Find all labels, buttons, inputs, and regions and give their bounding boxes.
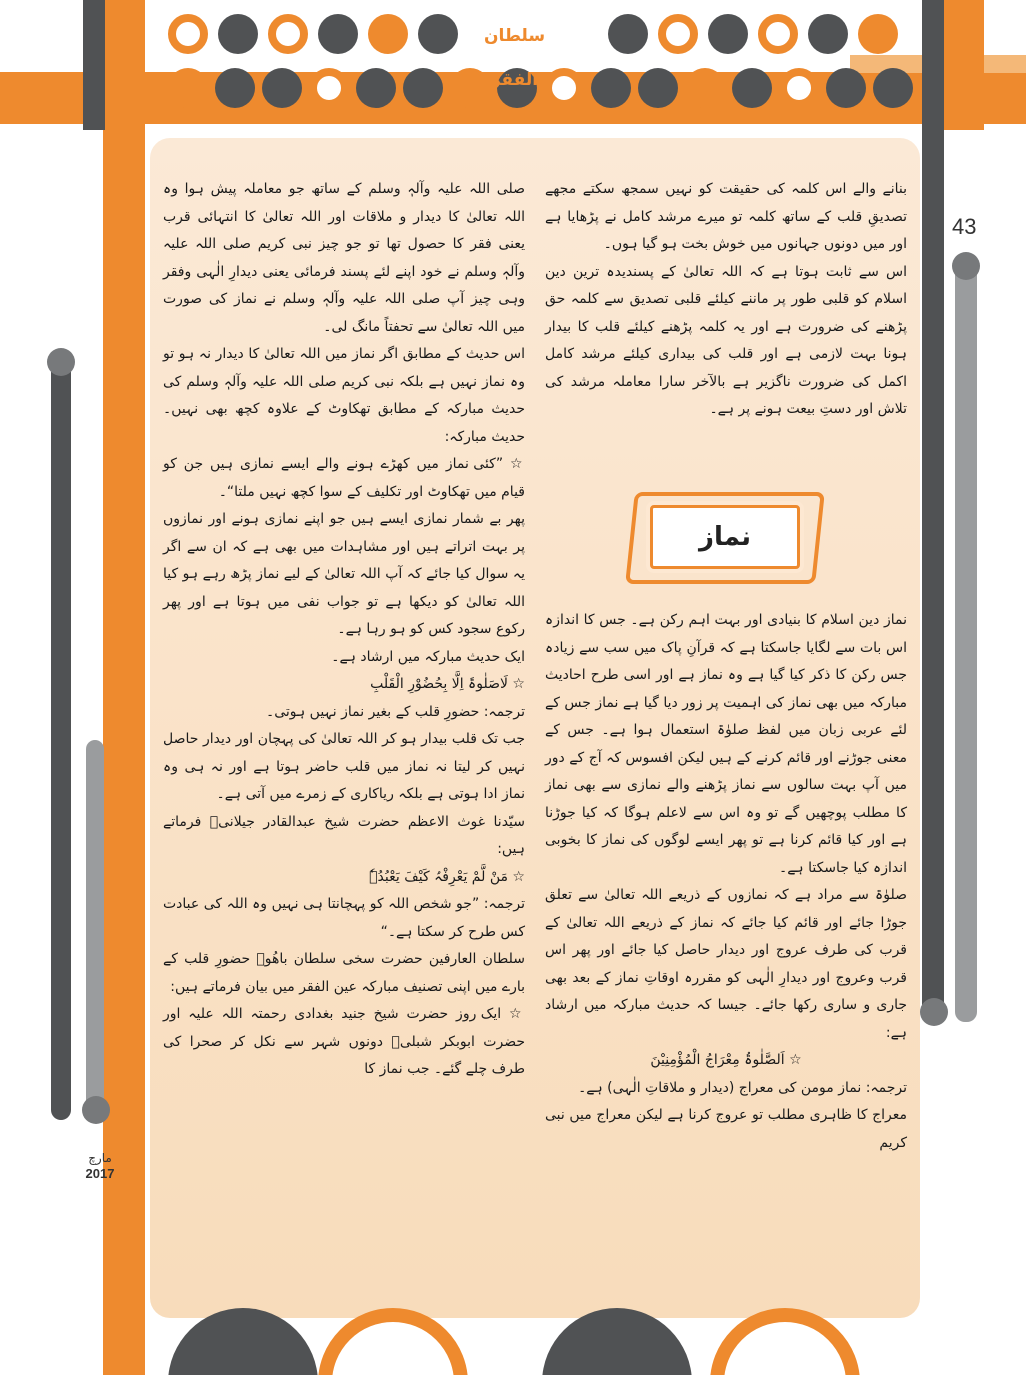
- left-rail-bottom-knob: [82, 1096, 110, 1124]
- section-title: نماز: [699, 522, 751, 552]
- right-column-bottom: [545, 607, 907, 1157]
- paragraph: ترجمہ: حضورِ قلب کے بغیر نماز نہیں ہوتی۔: [266, 703, 525, 720]
- paragraph: سیّدنا غوث الاعظم حضرت شیخ عبدالقادر جیلانیؓ فرماتے ہیں:: [163, 813, 525, 857]
- issue-year: 2017: [85, 1166, 115, 1181]
- right-rail-top-knob: [952, 252, 980, 280]
- hadith-quote: ☆ ”کئی نماز میں کھڑے ہونے والے ایسے نمازی ہیں جن کو قیام میں تھکاوٹ اور تکلیف کے سوا کچھ نہیں ملتا“۔: [163, 451, 525, 506]
- left-rail-top-knob: [47, 348, 75, 376]
- right-column-top: [545, 176, 907, 424]
- paragraph: سلطان العارفین حضرت سخی سلطان باھُوؒ حضورِ قلب کے بارے میں اپنی تصنیف مبارکہ عین الفقر میں بیان فرماتے ہیں:: [163, 951, 525, 995]
- left-rail-inner: [86, 740, 104, 1110]
- paragraph: صلی اللہ علیہ وآلہٖ وسلم کے ساتھ جو معاملہ پیش ہوا وہ اللہ تعالیٰ کا دیدار و ملاقات اور اللہ تعالیٰ کا انتہائی قرب یعنی فقر کا حصول تھا تو جو چیز نبی کریم صلی اللہ علیہ وآلہٖ وسلم نے خود اپنے لئے پسند فرمائی یعنی دیدارِ الٰہی وفقر وہی چیز آپ صلی اللہ علیہ وآلہٖ وسلم نے نماز کی صورت میں اللہ تعالیٰ سے تحفتاً مانگ لی۔: [163, 181, 525, 335]
- paragraph: معراج کا ظاہری مطلب تو عروج کرنا ہے لیکن معراج میں نبی کریم: [545, 1107, 907, 1151]
- paragraph: صلوٰۃ سے مراد ہے کہ نمازوں کے ذریعے اللہ تعالیٰ سے تعلق جوڑا جائے اور قائم کیا جائے کہ نماز کے ذریعے اللہ تعالیٰ کے قرب کی طرف عروج اور دیدار حاصل کیا جائے اور پھر اس قرب وعروج اور دیدارِ الٰہی کو مقررہ اوقاتِ نماز کے بعد بھی جاری و ساری رکھا جائے۔ جیسا کہ حدیث مبارکہ میں ارشاد ہے:: [545, 887, 907, 1041]
- paragraph: ایک حدیث مبارکہ میں ارشاد ہے۔: [331, 648, 525, 665]
- page-number: 43: [952, 214, 977, 239]
- paragraph: اس حدیث کے مطابق اگر نماز میں اللہ تعالیٰ کا دیدار نہ ہو تو وہ نماز نہیں ہے بلکہ نبی کریم صلی اللہ علیہ وآلہٖ وسلم کی حدیث مبارکہ کے مطابق تھکاوٹ کے علاوہ کچھ بھی نہیں۔ حدیث مبارکہ:: [163, 346, 525, 445]
- magazine-logo: سلطان الفقر: [483, 26, 546, 90]
- paragraph: ترجمہ: ”جو شخص اللہ کو پہچانتا ہی نہیں وہ اللہ کی عبادت کس طرح کر سکتا ہے۔“: [163, 896, 525, 940]
- hadith-arabic: ☆ لَاصَلٰوۃَ اِلَّا بِحُضُوْرِ الْقَلْبِ: [163, 671, 525, 699]
- saying-arabic: ☆ مَنْ لَّمْ یَعْرِفْہُ کَیْفَ یَعْبُدُہٗ: [163, 864, 525, 892]
- paragraph: جب تک قلب بیدار ہو کر اللہ تعالیٰ کی پہچان اور دیدار حاصل نہیں کر لیتا نہ نماز میں قلب حاضر ہوتا ہے اور نہ ہی وہ نماز ادا ہوتی ہے بلکہ ریاکاری کے زمرے میں آتی ہے۔: [163, 731, 525, 802]
- left-rail: [51, 360, 71, 1120]
- paragraph: نماز دین اسلام کا بنیادی اور بہت اہم رکن ہے۔ جس کا اندازہ اس بات سے لگایا جاسکتا ہے کہ قرآنِ پاک میں سب سے زیادہ جس رکن کا ذکر کیا گیا ہے وہ نماز ہے اور اسی طرح احادیث مبارکہ میں بھی نماز کی اہمیت پر زور دیا گیا ہے نماز جس کے لئے عربی زبان میں لفظ صلوٰۃ استعمال ہوا ہے۔ جس کے معنی جوڑنے اور قائم کرنے کے ہیں لیکن افسوس کہ آج کے دور میں آپ بہت سالوں سے نماز پڑھنے والے نمازی سے بھی نماز کا مطلب پوچھیں گے تو وہ اس سے لاعلم ہوگا کہ کیا جوڑنا ہے اور کیا قائم کرنا ہے تو پھر ایسے لوگوں کی نماز کا بخوبی اندازہ کیا جاسکتا ہے۔: [545, 612, 907, 876]
- right-rail-bottom-knob: [920, 998, 948, 1026]
- hadith-arabic: ☆ اَلصَّلٰوۃُ مِعْرَاجُ الْمُؤْمِنِیْنَ: [545, 1047, 907, 1075]
- footer-ornaments: [0, 1300, 1026, 1375]
- paragraph: اس سے ثابت ہوتا ہے کہ اللہ تعالیٰ کے پسندیدہ ترین دین اسلام کو قلبی طور پر ماننے کیلئے قلبی تصدیق سے کلمہ حق پڑھنے کی ضرورت ہے اور یہ کلمہ پڑھنے کیلئے قلب کا بیدار ہونا بہت لازمی ہے اور قلب کی بیداری کیلئے مرشد کامل اکمل کی ضرورت ناگزیر ہے بالآخر سارا معاملہ مرشد کی تلاش اور دستِ بیعت ہونے پر ہے۔: [545, 263, 907, 417]
- paragraph-starred: ☆ ایک روز حضرت شیخ جنید بغدادی رحمتہ اللہ علیہ اور حضرت ابوبکر شبلیؒ دونوں شہر سے نکل کر صحرا کی طرف چلے گئے۔ جب نماز کا: [163, 1001, 525, 1084]
- left-column: [163, 176, 525, 1084]
- paragraph: پھر بے شمار نمازی ایسے ہیں جو اپنے نمازی ہونے اور نمازوں پر بہت اتراتے ہیں اور مشاہدات میں بھی ہے کہ ان سے اگر یہ سوال کیا جائے کہ آپ اللہ تعالیٰ کے لیے نماز پڑھ رہے ہو کیا اللہ تعالیٰ کو دیکھا ہے تو جواب نفی میں ہوتا ہے اور پھر رکوع سجود کس کو ہو رہا ہے۔: [163, 511, 525, 637]
- right-grey-bar: [922, 0, 944, 1010]
- section-title-box: [650, 505, 800, 569]
- paragraph: ترجمہ: نماز مومن کی معراج (دیدار و ملاقاتِ الٰہی) ہے۔: [578, 1079, 907, 1096]
- paragraph: بنانے والے اس کلمہ کی حقیقت کو نہیں سمجھ سکتے مجھے تصدیقِ قلب کے ساتھ کلمہ تو میرے مرشد کامل نے پڑھایا ہے اور میں دونوں جہانوں میں خوش بخت ہو گیا ہوں۔: [545, 181, 907, 252]
- right-rail: [955, 262, 977, 1022]
- issue-month: مارچ: [88, 1151, 112, 1165]
- issue-date: [78, 1150, 122, 1182]
